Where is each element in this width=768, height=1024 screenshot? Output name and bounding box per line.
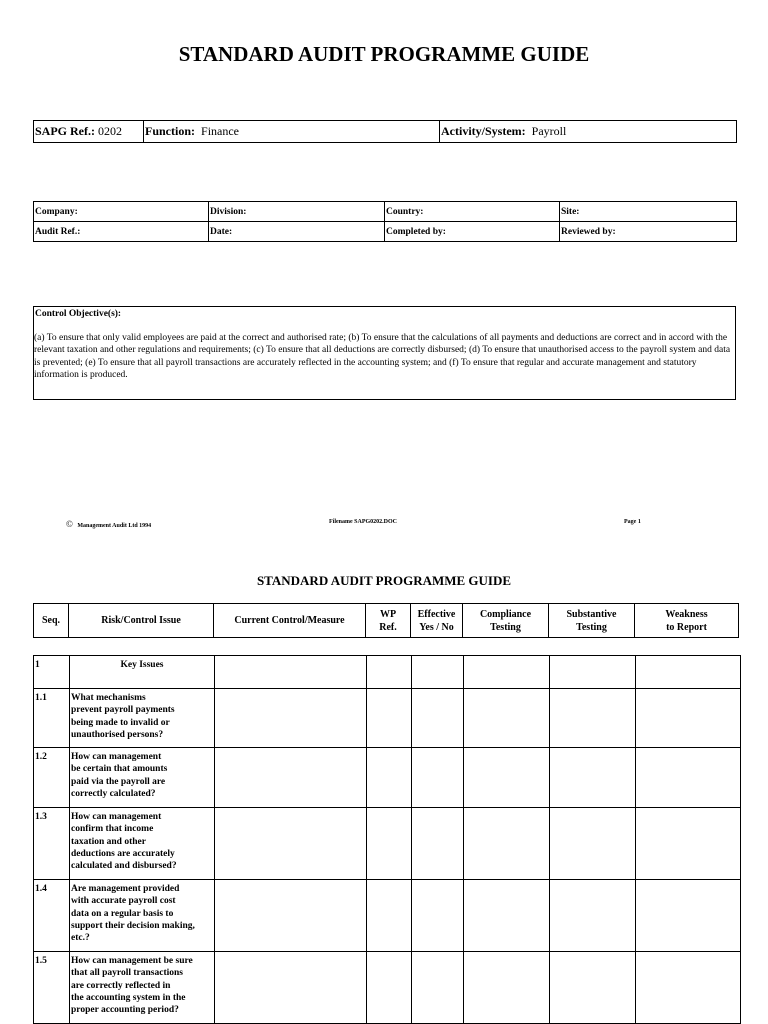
programme-body-table <box>33 655 741 1024</box>
key-issues-seq: 1 <box>34 656 70 689</box>
cell-control <box>215 880 367 952</box>
reference-table <box>33 120 737 143</box>
table-row <box>34 689 741 748</box>
column-header-line1: WP <box>379 608 397 620</box>
activity-value: Payroll <box>531 124 567 138</box>
copyright-symbol: © <box>66 519 73 529</box>
sapg-ref-label: SAPG Ref.: <box>35 124 95 138</box>
cell-wp <box>367 952 412 1024</box>
column-header-line2: Testing <box>490 621 521 633</box>
date-label: Date: <box>209 222 385 242</box>
column-header-line1: Current Control/Measure <box>234 615 345 626</box>
cell-wp <box>367 748 412 808</box>
table-row <box>34 748 741 808</box>
column-header <box>69 604 214 638</box>
column-header <box>549 604 635 638</box>
cell-control <box>215 656 367 689</box>
column-header-line1: Risk/Control Issue <box>101 615 181 626</box>
control-objective-text: (a) To ensure that only valid employees are paid at the correct and authorised rate; (b) To ensure that the calculations of all payments and deductions are correct and in accord with the relevant taxation and other regulations and requirements; (c) To ensure that all deductions are correctly disbursed; (d) To ensure that unauthorised access to the payroll system and data is prevented; (e) To ensure that all payroll transactions are accurately reflected in the accounting system; and (f) To ensure that regular and accurate management and statutory information is produced. <box>34 333 731 380</box>
reviewed-by-label: Reviewed by: <box>560 222 737 242</box>
column-header <box>34 604 69 638</box>
column-header-line1: Seq. <box>41 615 61 626</box>
sapg-ref-cell <box>34 121 144 143</box>
table-row <box>34 952 741 1024</box>
cell-wp <box>367 689 412 748</box>
row-risk-issue: How can management confirm that income taxation and other deductions are accurately calculated and disbursed? <box>70 808 215 880</box>
cell-substantive <box>550 952 636 1024</box>
cell-substantive <box>550 748 636 808</box>
country-label: Country: <box>385 202 560 222</box>
cell-weakness <box>636 656 741 689</box>
cell-substantive <box>550 689 636 748</box>
row-risk-issue: Are management provided with accurate payroll cost data on a regular basis to support their decision making, etc.? <box>70 880 215 952</box>
control-objective-box <box>33 306 736 400</box>
cell-compliance <box>464 952 550 1024</box>
cell-compliance <box>464 880 550 952</box>
column-header-line2: to Report <box>666 621 707 633</box>
cell-wp <box>367 880 412 952</box>
column-header-line1: Effective <box>417 608 456 620</box>
row-seq: 1.2 <box>34 748 70 808</box>
cell-substantive <box>550 880 636 952</box>
cell-effective <box>412 689 464 748</box>
column-header-line2: Ref. <box>379 621 397 633</box>
company-label: Company: <box>34 202 209 222</box>
cell-compliance <box>464 748 550 808</box>
document-title: STANDARD AUDIT PROGRAMME GUIDE <box>178 42 590 66</box>
cell-wp <box>367 808 412 880</box>
row-seq: 1.5 <box>34 952 70 1024</box>
cell-effective <box>412 656 464 689</box>
cell-substantive <box>550 808 636 880</box>
cell-control <box>215 748 367 808</box>
footer-filename: Filename SAPG0202.DOC <box>329 519 397 525</box>
section-title: STANDARD AUDIT PROGRAMME GUIDE <box>256 573 512 588</box>
copyright-text: Management Audit Ltd 1994 <box>77 523 152 529</box>
row-seq: 1.3 <box>34 808 70 880</box>
key-issues-row <box>34 656 741 689</box>
row-seq: 1.4 <box>34 880 70 952</box>
function-cell <box>144 121 440 143</box>
column-header-line1: Weakness <box>665 608 708 620</box>
audit-info-table <box>33 201 737 242</box>
control-objective-heading: Control Objective(s): <box>35 309 122 319</box>
site-label: Site: <box>560 202 737 222</box>
column-header-line1: Compliance <box>479 608 532 620</box>
table-row <box>34 808 741 880</box>
cell-weakness <box>636 952 741 1024</box>
column-header-line2: Testing <box>576 621 607 633</box>
column-header <box>463 604 549 638</box>
row-risk-issue: How can management be certain that amounts paid via the payroll are correctly calculated? <box>70 748 215 808</box>
function-label: Function: <box>145 124 196 138</box>
header-row <box>34 604 739 638</box>
cell-substantive <box>550 656 636 689</box>
function-value: Finance <box>201 124 240 138</box>
column-header-line2: Yes / No <box>419 621 454 633</box>
cell-compliance <box>464 808 550 880</box>
column-header <box>411 604 463 638</box>
row-seq: 1.1 <box>34 689 70 748</box>
column-header <box>214 604 366 638</box>
cell-compliance <box>464 689 550 748</box>
footer-copyright <box>66 519 151 529</box>
activity-cell <box>440 121 737 143</box>
cell-effective <box>412 952 464 1024</box>
cell-effective <box>412 808 464 880</box>
audit-ref-label: Audit Ref.: <box>34 222 209 242</box>
column-header <box>635 604 739 638</box>
table-row <box>34 880 741 952</box>
row-risk-issue: How can management be sure that all payroll transactions are correctly reflected in the accounting system in the proper accounting period? <box>70 952 215 1024</box>
cell-weakness <box>636 748 741 808</box>
cell-control <box>215 808 367 880</box>
column-header-line1: Substantive <box>566 608 617 620</box>
sapg-ref-value: 0202 <box>98 124 122 138</box>
completed-by-label: Completed by: <box>385 222 560 242</box>
cell-wp <box>367 656 412 689</box>
cell-compliance <box>464 656 550 689</box>
key-issues-label: Key Issues <box>70 656 215 689</box>
column-header <box>366 604 411 638</box>
division-label: Division: <box>209 202 385 222</box>
cell-control <box>215 689 367 748</box>
cell-effective <box>412 748 464 808</box>
cell-weakness <box>636 880 741 952</box>
row-risk-issue: What mechanisms prevent payroll payments being made to invalid or unauthorised persons? <box>70 689 215 748</box>
activity-label: Activity/System: <box>441 124 526 138</box>
cell-effective <box>412 880 464 952</box>
footer-page-number: Page 1 <box>624 519 641 525</box>
cell-weakness <box>636 808 741 880</box>
programme-header-table <box>33 603 739 638</box>
cell-weakness <box>636 689 741 748</box>
cell-control <box>215 952 367 1024</box>
